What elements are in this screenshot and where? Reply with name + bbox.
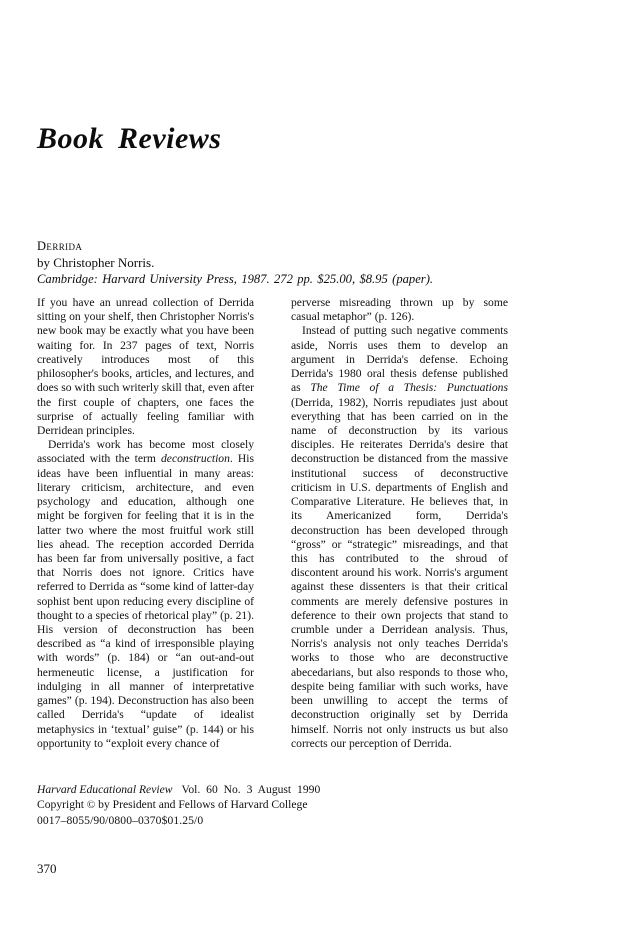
review-body (37, 296, 508, 751)
paragraph-deconstruction (37, 438, 254, 751)
book-publication-info: Cambridge: Harvard University Press, 1987. 272 pp. $25.00, $8.95 (paper). (37, 272, 434, 286)
book-title: Derrida (37, 239, 83, 253)
book-header (37, 238, 577, 288)
paragraph-norris-defense (291, 324, 508, 751)
paragraph-norris-defense-part-a: Instead of putting such negative comments aside, Norris uses them to develop an argument in Derrida's defense. Echoing Derrida's 1980 oral thesis defense published as (291, 324, 508, 395)
page-number: 370 (37, 861, 57, 876)
footer-journal-name: Harvard Educational Review (37, 783, 173, 796)
paragraph-deconstruction-part-a: Derrida's work has become most closely associated with the term (37, 438, 254, 466)
copyright-icon: © (86, 799, 96, 812)
paragraph-deconstruction-part-b: . His ideas have been influential in many areas: literary criticism, architecture, and even psychology and education, although one might be forgiven for feeling that it is in the latter two where the most fruitful work still lies ahead. The reception accorded Derrida has been far from universally positive, a fact that Norris does not ignore. Critics have referred to Derrida as “some kind of latter-day sophist bent upon reducing every discipline of thought to a species of rhetorical play” (p. 21). His version of deconstruction has been described as “a kind of irresponsible playing with words” (p. 184) or “an out-and-out hermeneutic license, a justification for indulging in all manner of interpretative games” (p. 194). Deconstruction has also been called Derrida's “update of idealist metaphysics in ‘textual’ guise” (p. 144) or his opportunity to “exploit every chance of (37, 452, 254, 750)
page-title: Book Reviews (37, 122, 222, 156)
footer-copyright-prefix: Copyright (37, 798, 87, 812)
footer-copyright-line (37, 797, 497, 813)
footer-journal-line (37, 782, 497, 797)
paragraph-norris-defense-part-b: (Derrida, 1982), Norris repudiates just about everything that has been carried on in the name of deconstruction by its various disciples. He reiterates Derrida's desire that deconstruction be distanced from the massive institutional success of deconstructive criticism in U.S. departments of English and Comparative Literature. He believes that, in its Americanized form, Derrida's deconstruction has been developed through “gross” or “strategic” misreadings, and that this has contributed to the shroud of discontent around his work. Norris's argument against these dissenters is that their critical comments are merely defensive postures in deference to their own projects that stand to crumble under a Derridean analysis. Thus, Norris's analysis not only teaches Derrida's works to those who are deconstructive abecedarians, but also responds to those who, despite being familiar with such works, have been unwilling to accept the terms of deconstruction originally set by Derrida himself. Norris not only instructs us but also corrects our perception of Derrida. (291, 395, 508, 750)
footer-volume-info: Vol. 60 No. 3 August 1990 (181, 783, 321, 796)
term-deconstruction-italic: deconstruction (161, 452, 230, 466)
footer-copyright-suffix: by President and Fellows of Harvard College (95, 798, 308, 812)
footer-citation (37, 782, 497, 829)
left-column (37, 296, 254, 751)
right-column (291, 296, 508, 751)
paragraph-deconstruction-continued: perverse misreading thrown up by some casual metaphor” (p. 126). (291, 296, 508, 324)
footer-issn-line: 0017–8055/90/0800–0370$01.25/0 (37, 814, 204, 828)
book-author: by Christopher Norris. (37, 255, 155, 270)
paragraph-opening: If you have an unread collection of Derrida sitting on your shelf, then Christopher Norris's new book may be exactly what you have been waiting for. In 237 pages of text, Norris creatively introduces most of this philosopher's books, articles, and lectures, and does so with such writerly skill that, even after the first couple of chapters, one faces the surprise of actually feeling familiar with Derridean principles. (37, 296, 254, 437)
book-title-italic-time-of-a-thesis: The Time of a Thesis: Punctuations (310, 381, 508, 395)
